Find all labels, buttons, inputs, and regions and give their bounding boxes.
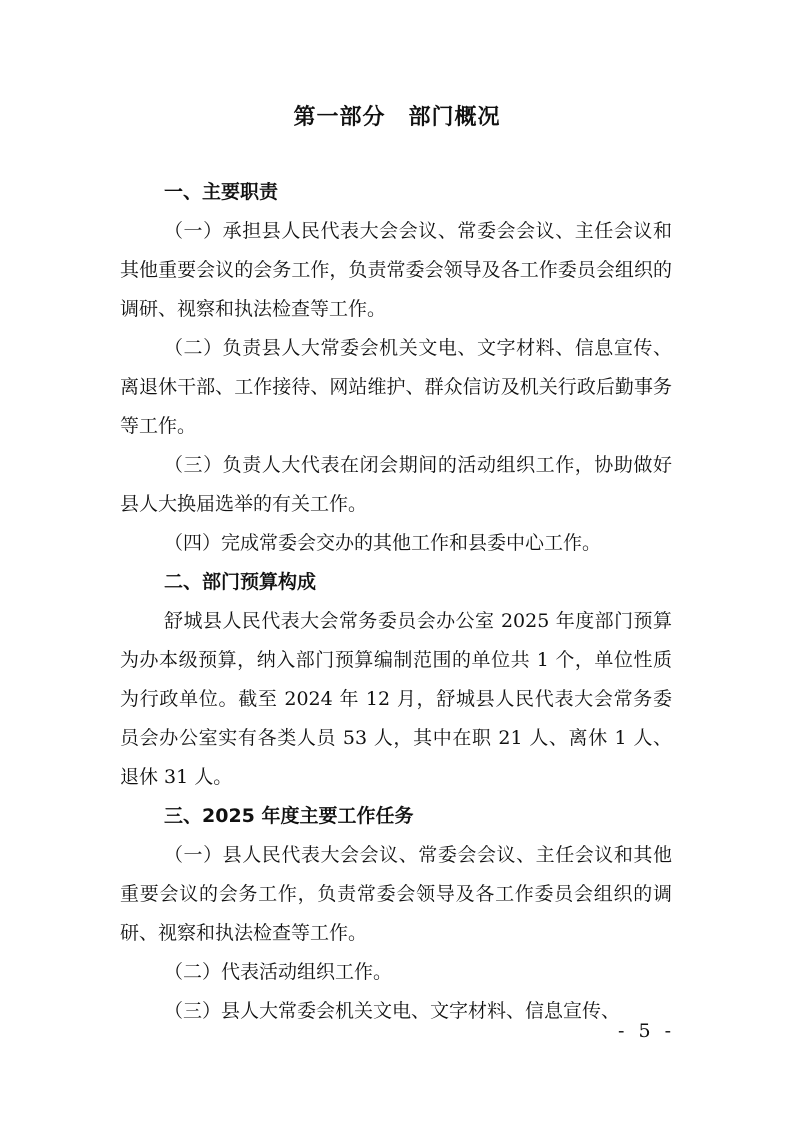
duty-paragraph-1: （一）承担县人民代表大会会议、常委会会议、主任会议和其他重要会议的会务工作，负责常委会领导及各工作委员会组织的调研、视察和执法检查等工作。 <box>120 220 672 320</box>
duty-paragraph-3: （三）负责人大代表在闭会期间的活动组织工作，协助做好县人大换届选举的有关工作。 <box>120 454 672 515</box>
task-paragraph-1: （一）县人民代表大会会议、常委会会议、主任会议和其他重要会议的会务工作，负责常委会领导及各工作委员会组织的调研、视察和执法检查等工作。 <box>120 844 672 944</box>
task-paragraph-3: （三）县人大常委会机关文电、文字材料、信息宣传、 <box>164 1000 621 1022</box>
page-number: - 5 - <box>618 1020 676 1042</box>
duty-paragraph-2: （二）负责县人大常委会机关文电、文字材料、信息宣传、离退休干部、工作接待、网站维护、群众信访及机关行政后勤事务等工作。 <box>120 337 672 437</box>
task-paragraph-2: （二）代表活动组织工作。 <box>164 961 393 983</box>
section-heading-budget-composition: 二、部门预算构成 <box>164 571 317 593</box>
section-heading-main-duties: 一、主要职责 <box>164 181 279 203</box>
page-title: 第一部分 部门概况 <box>293 105 501 130</box>
duty-paragraph-4: （四）完成常委会交办的其他工作和县委中心工作。 <box>164 532 602 554</box>
section-heading-2025-tasks: 三、2025 年度主要工作任务 <box>164 805 414 827</box>
document-body <box>120 173 672 1031</box>
budget-composition-paragraph: 舒城县人民代表大会常务委员会办公室 2025 年度部门预算为办本级预算，纳入部门预算编制范围的单位共 1 个，单位性质为行政单位。截至 2024 年 12 月，舒城县人民代表大会常务委员会办公室实有各类人员 53 人，其中在职 21 人、离休 1 人、退休 31 人。 <box>120 610 672 788</box>
